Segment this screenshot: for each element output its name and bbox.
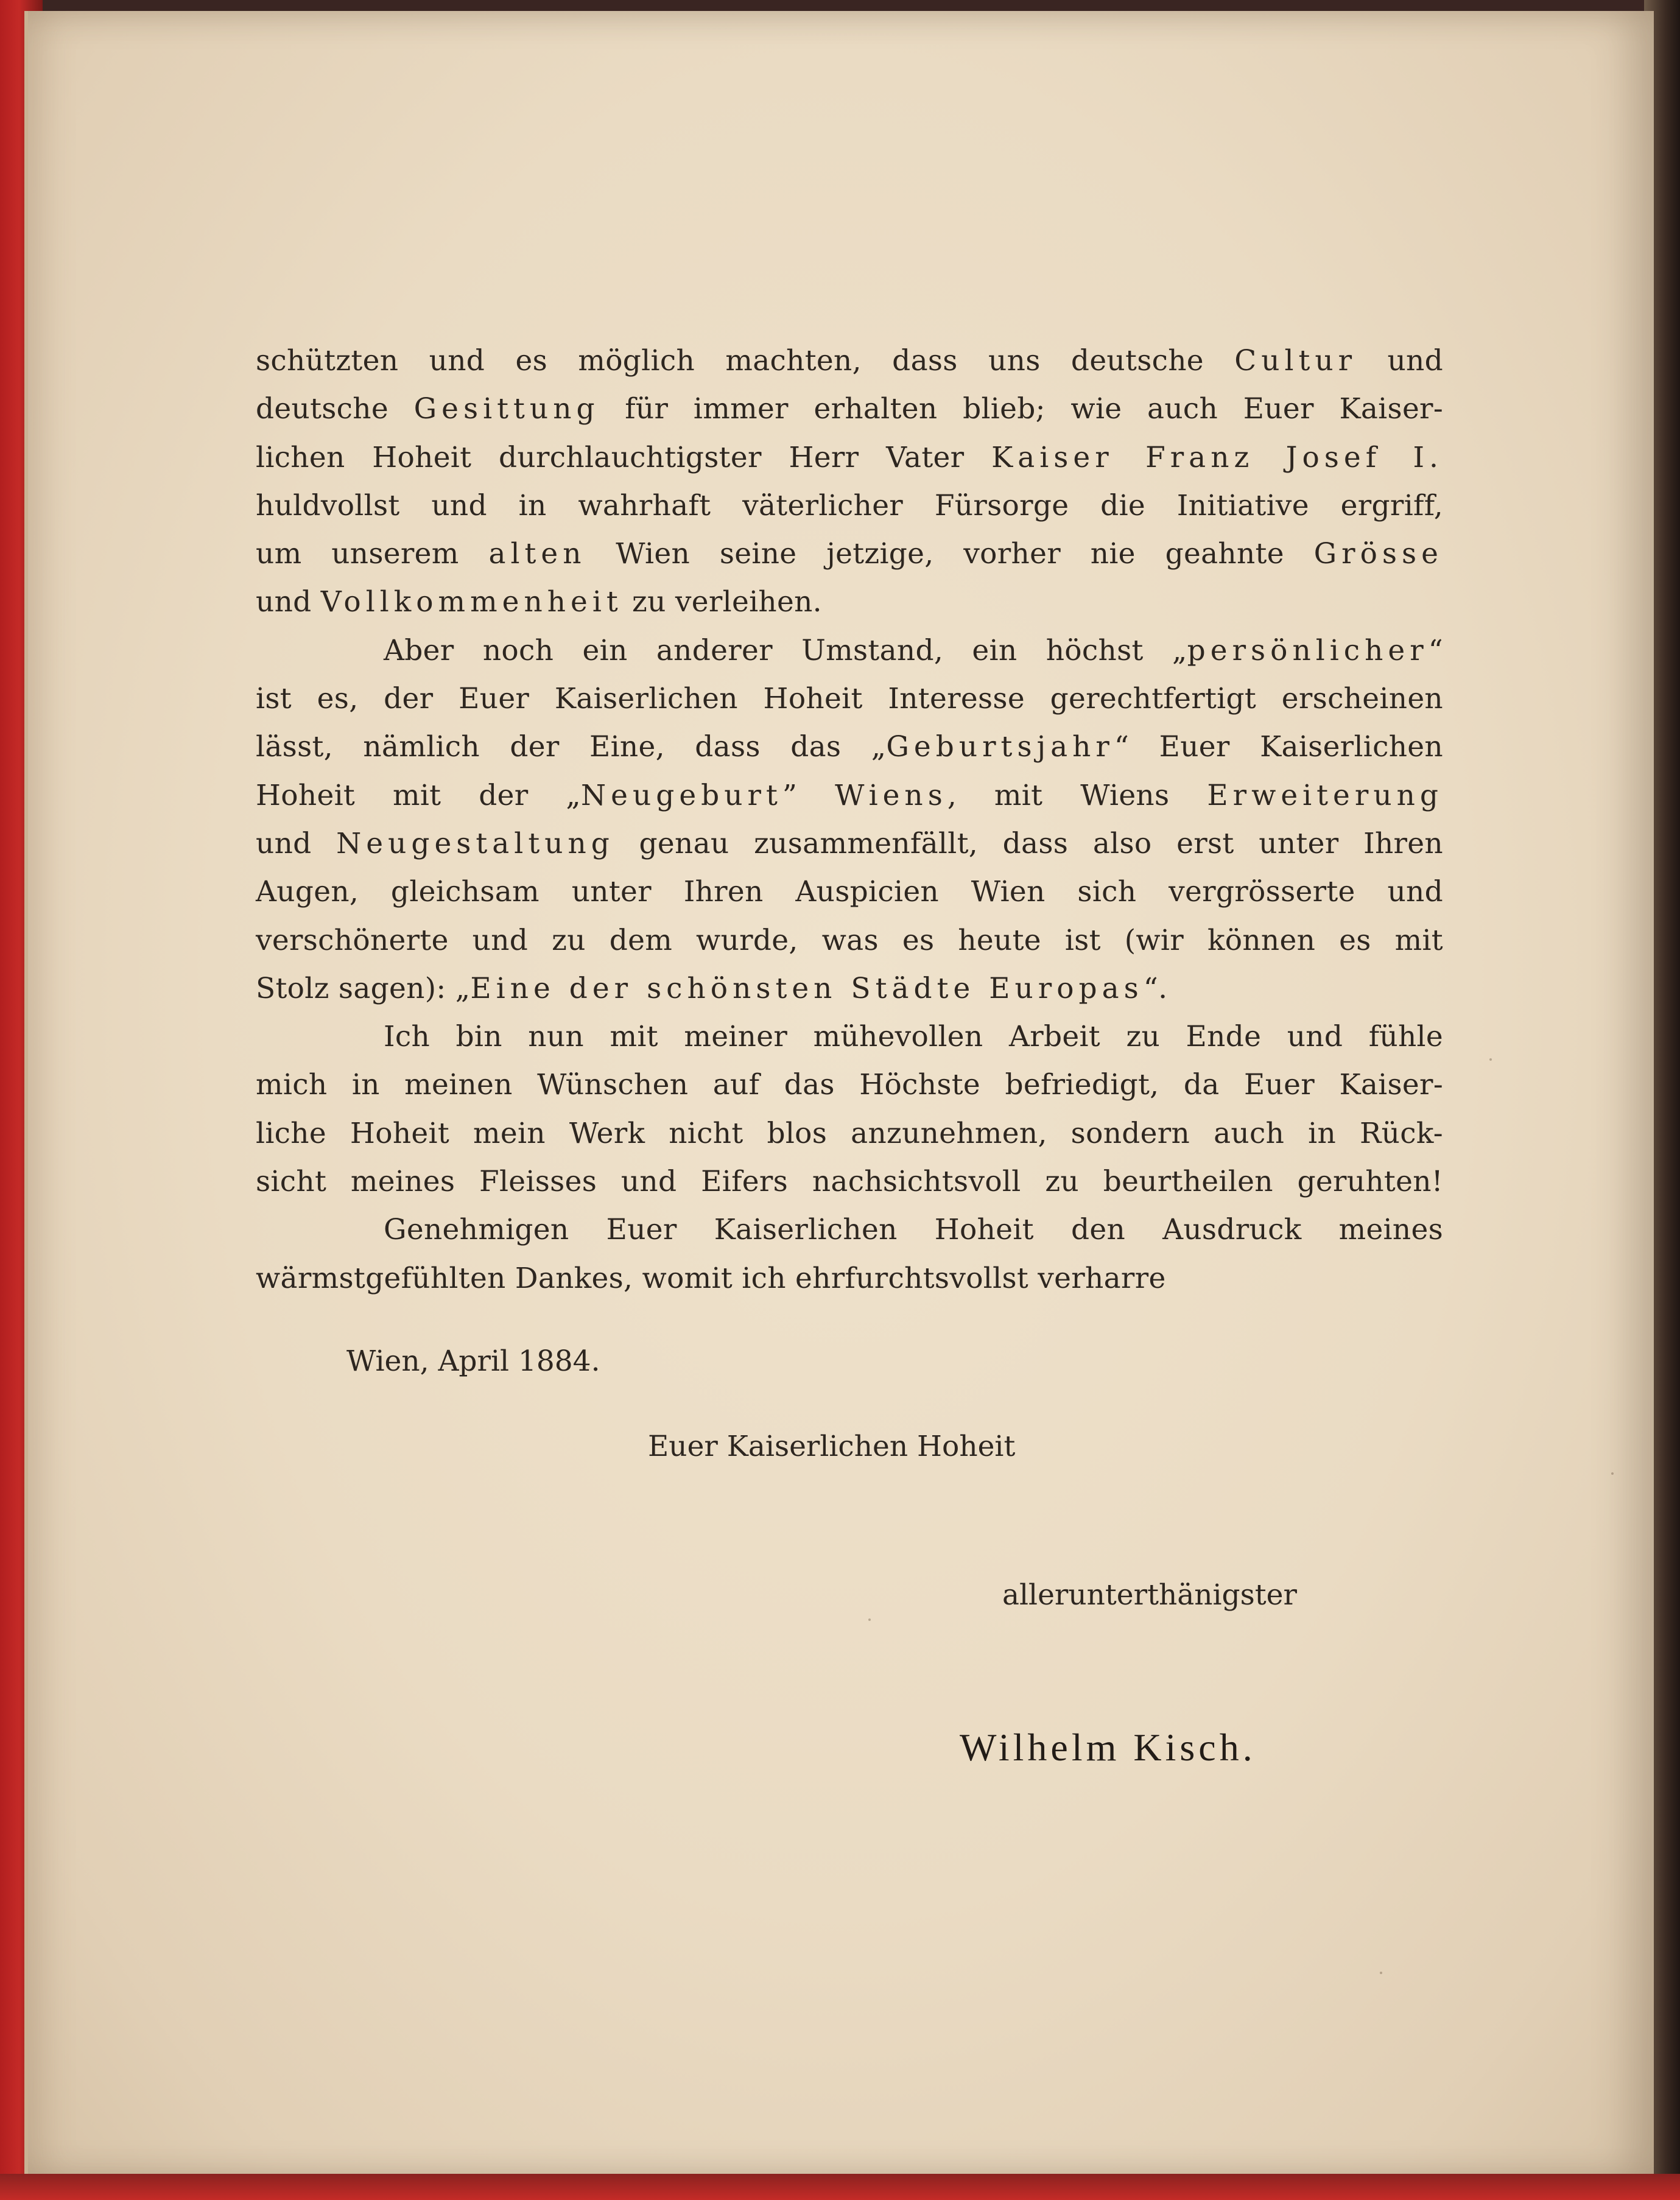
- spaced-emphasis-run: Grösse: [1313, 537, 1443, 571]
- body-text-run: deutsche: [256, 392, 414, 426]
- body-text-line: [256, 627, 1443, 675]
- spaced-emphasis-run: Neugeburt: [581, 778, 782, 812]
- body-text-run: liche Hoheit mein Werk nicht blos anzunehmen, sondern auch in Rück-: [256, 1116, 1443, 1150]
- body-text-run: Aber noch ein anderer Umstand, ein höchst „: [384, 633, 1187, 667]
- body-text-run: schützten und es möglich machten, dass uns deutsche: [256, 344, 1235, 378]
- complimentary-closing: allerunterthänigster: [1002, 1578, 1297, 1612]
- paper-speck: [1380, 1972, 1382, 1974]
- place-and-date-line: Wien, April 1884.: [346, 1344, 600, 1378]
- body-text-run: Genehmigen Euer Kaiserlichen Hoheit den Ausdruck meines: [384, 1213, 1443, 1247]
- body-text-run: ist es, der Euer Kaiserlichen Hoheit Interesse gerechtfertigt erscheinen: [256, 682, 1443, 716]
- body-text-run: lichen Hoheit durchlauchtigster Herr Vater: [256, 440, 992, 474]
- body-text-run: “ Euer Kaiserlichen: [1114, 730, 1443, 764]
- salutation-address-line: Euer Kaiserlichen Hoheit: [648, 1430, 1016, 1463]
- body-text-run: huldvollst und in wahrhaft väterlicher Fürsorge die Initiative ergriff,: [256, 488, 1443, 522]
- spaced-emphasis-run: Vollkommenheit: [320, 585, 623, 619]
- spaced-emphasis-run: Neugestaltung: [336, 826, 614, 860]
- letter-body-text: [256, 337, 1443, 1302]
- body-text-line: [256, 868, 1443, 916]
- body-text-line: [256, 1206, 1443, 1254]
- body-text-line: [256, 482, 1443, 530]
- body-text-line: [256, 916, 1443, 965]
- paper-speck: [868, 1618, 871, 1621]
- spaced-emphasis-run: Geburtsjahr: [886, 730, 1114, 764]
- paper-page: [24, 11, 1654, 2179]
- body-text-run: ”: [782, 778, 835, 812]
- red-book-binding-bottom: [0, 2174, 1680, 2200]
- body-text-run: Ich bin nun mit meiner mühevollen Arbeit zu Ende und fühle: [384, 1020, 1443, 1054]
- body-text-run: sicht meines Fleisses und Eifers nachsichtsvoll zu beurtheilen geruhten!: [256, 1165, 1443, 1199]
- body-text-run: Stolz sagen): „: [256, 971, 471, 1005]
- body-text-line: [256, 771, 1443, 820]
- body-text-line: [256, 1254, 1443, 1302]
- body-text-line: [256, 965, 1443, 1013]
- body-text-run: und: [1357, 344, 1443, 378]
- body-text-line: [256, 1158, 1443, 1206]
- body-text-run: genau zusammenfällt, dass also erst unter Ihren: [614, 826, 1443, 860]
- body-text-run: “: [1428, 633, 1443, 667]
- body-text-run: verschönerte und zu dem wurde, was es heute ist (wir können es mit: [256, 923, 1443, 957]
- body-text-run: zu verleihen.: [622, 585, 822, 619]
- body-text-line: [256, 530, 1443, 578]
- body-text-line: [256, 1109, 1443, 1158]
- body-text-line: [256, 1061, 1443, 1109]
- body-text-run: Hoheit mit der „: [256, 778, 582, 812]
- body-text-line: [256, 578, 1443, 626]
- spaced-emphasis-run: Eine der schönsten Städte Europas: [470, 971, 1144, 1005]
- body-text-run: , mit Wiens: [947, 778, 1207, 812]
- body-text-run: mich in meinen Wünschen auf das Höchste befriedigt, da Euer Kaiser-: [256, 1068, 1443, 1102]
- body-text-run: wärmstgefühlten Dankes, womit ich ehrfurchtsvollst verharre: [256, 1261, 1166, 1295]
- body-text-run: Wien seine jetzige, vorher nie geahnte: [586, 537, 1314, 571]
- spaced-emphasis-run: Kaiser Franz Josef I.: [991, 440, 1443, 474]
- spaced-emphasis-run: Erweiterung: [1207, 778, 1443, 812]
- body-text-run: lässt, nämlich der Eine, dass das „: [256, 730, 887, 764]
- body-text-run: Augen, gleichsam unter Ihren Auspicien Wien sich vergrösserte und: [256, 875, 1443, 909]
- paper-speck: [1489, 1058, 1492, 1061]
- body-text-line: [256, 675, 1443, 723]
- body-text-run: und: [256, 826, 337, 860]
- body-text-run: “.: [1143, 971, 1168, 1005]
- spaced-emphasis-run: Gesittung: [413, 392, 600, 426]
- spaced-emphasis-run: alten: [488, 537, 586, 571]
- body-text-line: [256, 337, 1443, 385]
- body-text-run: und: [256, 585, 321, 619]
- author-signature: Wilhelm Kisch.: [960, 1726, 1256, 1769]
- body-text-run: um unserem: [256, 537, 489, 571]
- body-text-run: für immer erhalten blieb; wie auch Euer Kaiser-: [599, 392, 1444, 426]
- body-text-line: [256, 723, 1443, 771]
- body-text-line: [256, 1013, 1443, 1061]
- body-text-line: [256, 434, 1443, 482]
- spaced-emphasis-run: Cultur: [1234, 344, 1357, 378]
- body-text-line: [256, 385, 1443, 433]
- body-text-line: [256, 820, 1443, 868]
- paper-speck: [1611, 1472, 1614, 1475]
- spaced-emphasis-run: Wiens: [835, 778, 947, 812]
- spaced-emphasis-run: persönlicher: [1187, 633, 1429, 667]
